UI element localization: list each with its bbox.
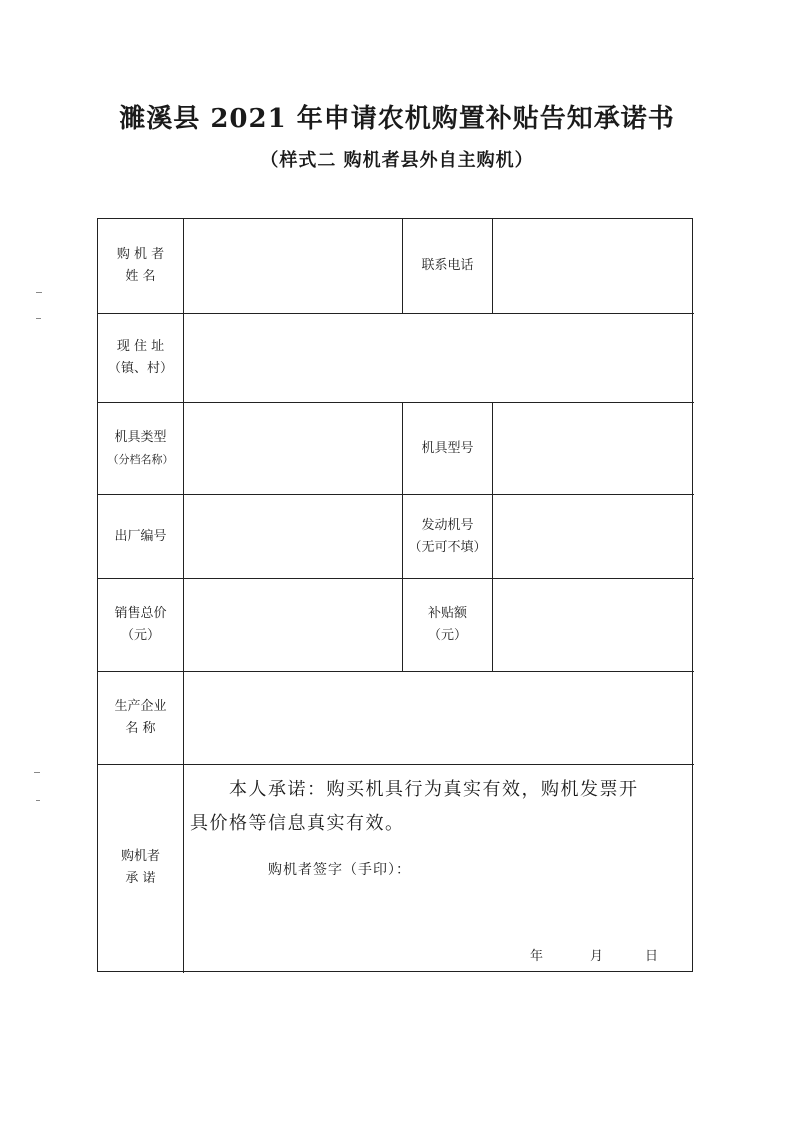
- manufacturer-label-line1: 生产企业: [114, 699, 167, 714]
- machine-type-label-line1: 机具类型: [114, 429, 167, 445]
- engine-no-label-line1: 发动机号: [421, 517, 474, 533]
- total-price-label-line2: （元）: [120, 628, 160, 643]
- serial-no-field[interactable]: [184, 495, 402, 578]
- date-month: 月: [590, 949, 604, 964]
- machine-type-label-line2: （分档名称）: [107, 452, 174, 466]
- manufacturer-field[interactable]: [184, 672, 692, 764]
- address-field[interactable]: [184, 314, 692, 402]
- scan-speck: [36, 318, 41, 319]
- total-price-label: [98, 579, 183, 671]
- scan-speck: [36, 800, 40, 801]
- date-day: 日: [645, 949, 659, 964]
- engine-no-label-line2: （无可不填）: [408, 539, 487, 555]
- buyer-name-field[interactable]: [184, 219, 402, 313]
- buyer-name-label-line1: 购 机 者: [116, 247, 165, 262]
- subsidy-field[interactable]: [493, 579, 692, 671]
- machine-type-field[interactable]: [184, 403, 402, 494]
- manufacturer-label-line2: 名 称: [125, 721, 156, 736]
- total-price-field[interactable]: [184, 579, 402, 671]
- engine-no-field[interactable]: [493, 495, 692, 578]
- address-label: [98, 314, 183, 402]
- scan-speck: [36, 292, 42, 293]
- serial-no-label-text: 出厂编号: [114, 528, 167, 544]
- serial-no-label: [98, 495, 183, 578]
- manufacturer-label: [98, 672, 183, 764]
- subsidy-label-line1: 补贴额: [427, 606, 467, 621]
- buyer-name-label-line2: 姓 名: [125, 269, 156, 284]
- row-divider: [98, 764, 694, 765]
- buyer-name-label: [98, 219, 183, 313]
- pledge-statement-line1: 本人承诺：购买机具行为真实有效，购机发票开: [229, 779, 639, 800]
- address-label-line1: 现 住 址: [116, 339, 165, 354]
- subsidy-label: [403, 579, 492, 671]
- scan-speck: [34, 772, 40, 773]
- phone-field[interactable]: [493, 219, 692, 313]
- total-price-label-line1: 销售总价: [114, 606, 167, 621]
- pledge-label-line1: 购机者: [120, 849, 160, 864]
- pledge-label-line2: 承 诺: [125, 871, 156, 886]
- phone-label-text: 联系电话: [421, 258, 474, 273]
- pledge-statement-line2: 具价格等信息真实有效。: [190, 813, 405, 834]
- document-subtitle: （样式二 购机者县外自主购机）: [260, 150, 534, 171]
- machine-model-label-text: 机具型号: [421, 440, 474, 456]
- machine-type-label: [98, 403, 183, 494]
- engine-no-label: [403, 495, 492, 578]
- pledge-label: [98, 765, 183, 971]
- subsidy-label-line2: （元）: [427, 628, 467, 643]
- phone-label: [403, 219, 492, 313]
- machine-model-label: [403, 403, 492, 494]
- document-title: 濉溪县 2021 年申请农机购置补贴告知承诺书: [119, 104, 675, 134]
- address-label-line2: （镇、村）: [107, 361, 173, 376]
- signature-prompt: 购机者签字（手印）：: [268, 862, 411, 878]
- application-form-table: [97, 218, 693, 972]
- date-year: 年: [530, 949, 544, 964]
- machine-model-field[interactable]: [493, 403, 692, 494]
